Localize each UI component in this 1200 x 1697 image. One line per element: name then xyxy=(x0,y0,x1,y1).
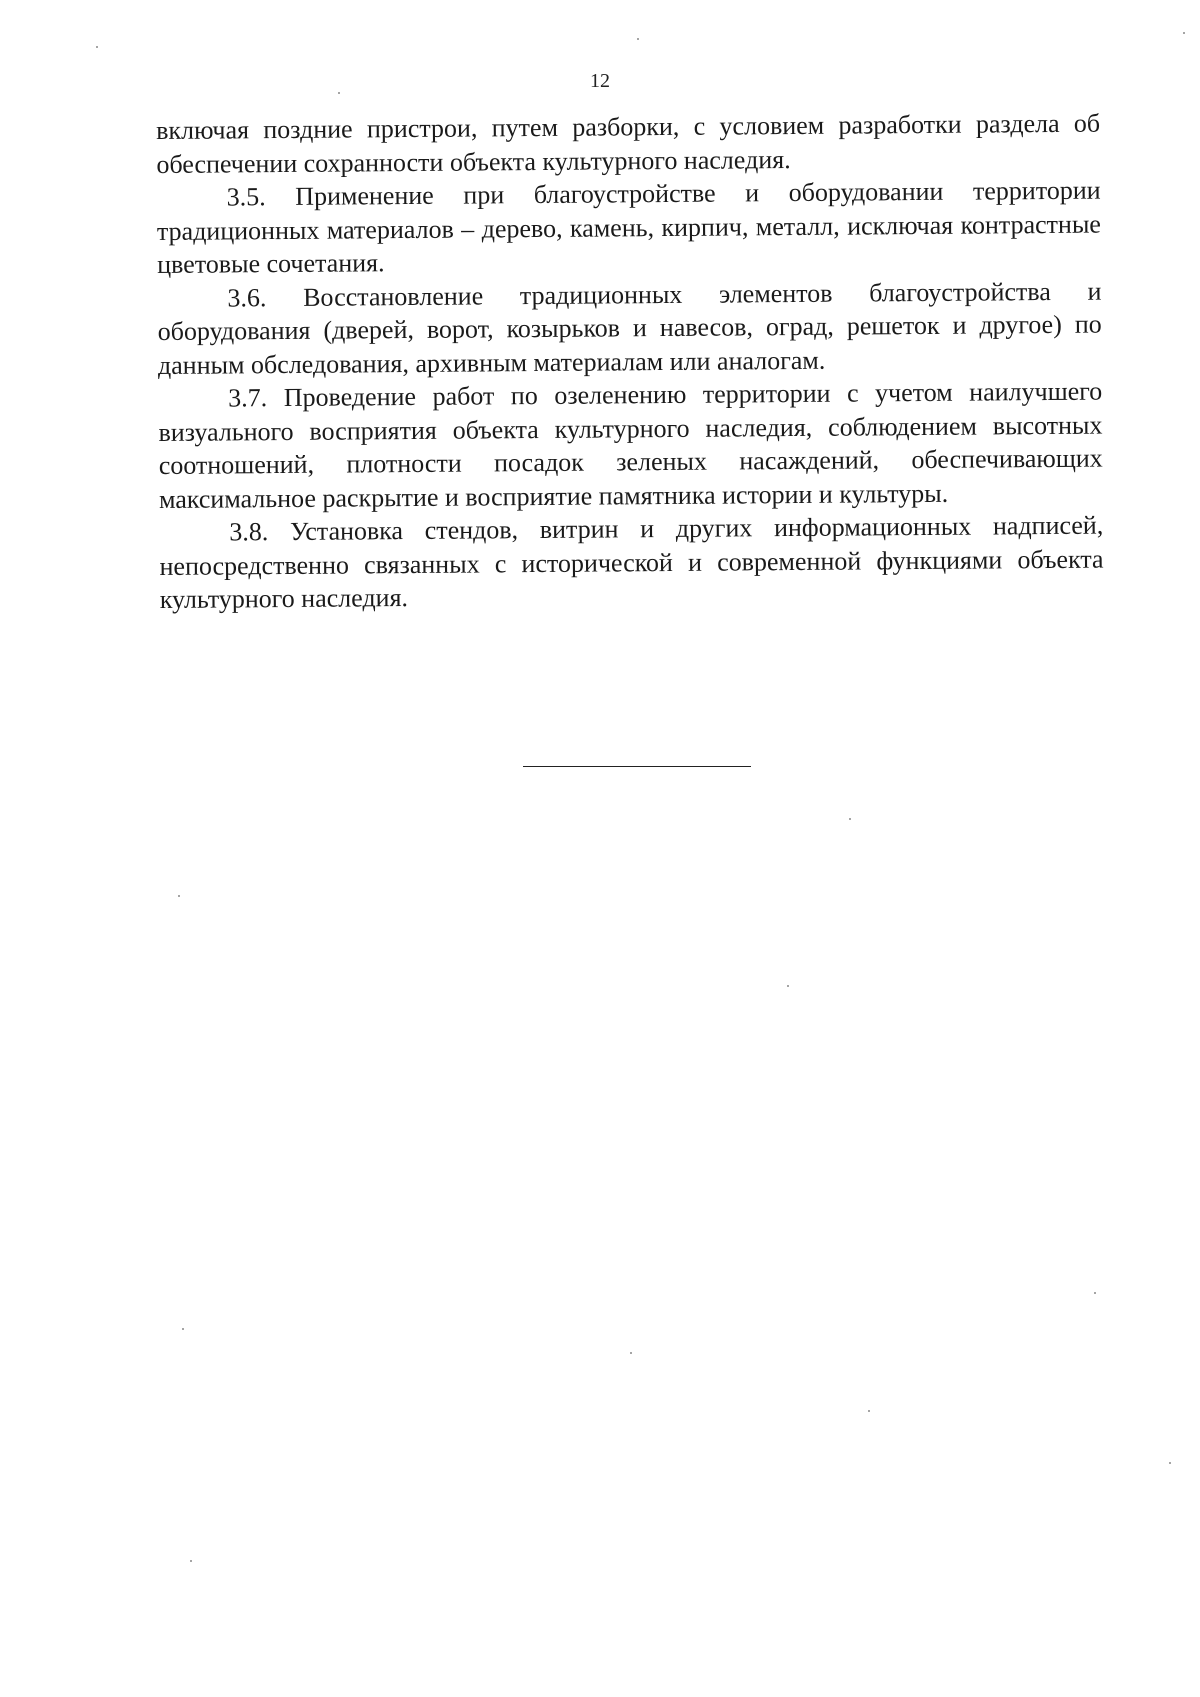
scan-speck xyxy=(338,92,340,94)
paragraph-3-8: 3.8. Установка стендов, витрин и других информационных надписей, непосредственно связанных с исторической и современной функциями объекта культурного наследия. xyxy=(159,510,1104,614)
paragraph-3-5: 3.5. Применение при благоустройстве и оборудовании территории традиционных материалов – дерево, камень, кирпич, металл, исключая контрастные цветовые сочетания. xyxy=(156,175,1102,279)
scan-speck xyxy=(630,1352,632,1354)
paragraph-continuation: включая поздние пристрои, путем разборки, с условием разработки раздела об обеспечении сохранности объекта культурного наследия. xyxy=(156,108,1101,179)
scan-speck xyxy=(182,1328,184,1330)
scan-speck xyxy=(787,985,789,987)
paragraph-3-6: 3.6. Восстановление традиционных элементов благоустройства и оборудования (дверей, ворот, козырьков и навесов, оград, решеток и другое) по данным обследования, архивным материалам или аналогам. xyxy=(157,276,1102,380)
document-body xyxy=(156,107,1104,617)
scan-speck xyxy=(190,1560,192,1562)
scan-speck xyxy=(178,895,180,897)
scan-speck xyxy=(849,818,851,820)
scan-speck xyxy=(637,38,639,40)
scan-speck xyxy=(1094,1292,1096,1294)
scan-speck xyxy=(1169,1462,1171,1464)
page-number: 12 xyxy=(590,70,610,92)
scan-speck xyxy=(1183,32,1185,34)
end-of-text-rule xyxy=(523,766,751,767)
scan-speck xyxy=(868,1410,870,1412)
scan-speck xyxy=(96,46,98,48)
paragraph-3-7: 3.7. Проведение работ по озеленению территории с учетом наилучшего визуального восприятия объекта культурного наследия, соблюдением высотных соотношений, плотности посадок зеленых насаждений, обеспечивающих максимальное раскрытие и восприятие памятника истории и культуры. xyxy=(158,376,1103,514)
